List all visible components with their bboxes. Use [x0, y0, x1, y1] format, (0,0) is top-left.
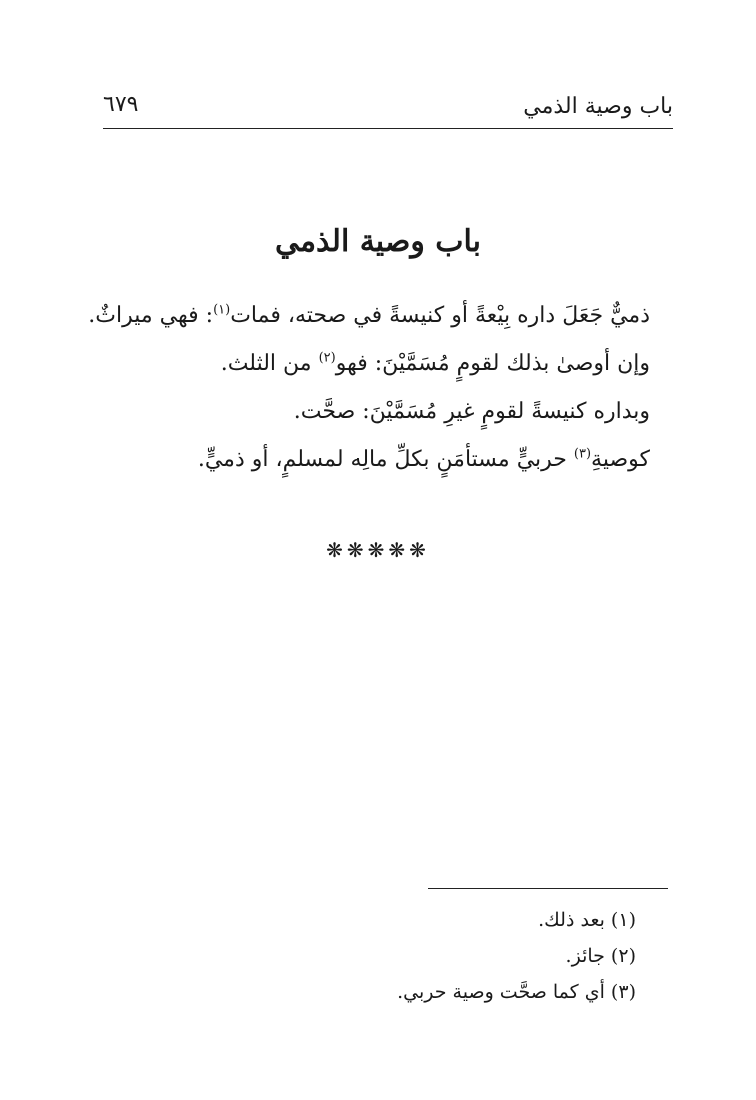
text-line-1-part-b: : فهي ميراثٌ. [88, 303, 214, 328]
footnote-ref-1: (١) [213, 302, 231, 318]
text-line-3 [150, 388, 650, 436]
text-line-4-part-b: حربيٍّ مستأمَنٍ بكلِّ مالِه لمسلمٍ، أو ذميٍّ. [197, 447, 574, 472]
chapter-title: باب وصية الذمي [274, 224, 481, 259]
text-line-1-part-a: ذميٌّ جَعَلَ داره بِيْعةً أو كنيسةً في صحته، فمات [230, 303, 650, 328]
text-line-4 [150, 436, 650, 484]
running-header [103, 92, 673, 129]
footnote-divider [428, 888, 668, 889]
footnotes [236, 902, 636, 1010]
text-line-2-part-a: وإن أوصىٰ بذلك لقومٍ مُسَمَّيْنَ: فهو [335, 351, 650, 376]
text-line-2 [150, 340, 650, 388]
running-title: باب وصية الذمي [523, 94, 673, 119]
page-number: ٦٧٩ [103, 92, 139, 117]
text-line-4-part-a: كوصيةِ [591, 447, 650, 472]
section-separator: ❋❋❋❋❋ [326, 538, 430, 562]
text-line-2-part-b: من الثلث. [220, 351, 319, 376]
footnote-ref-2: (٢) [318, 350, 336, 366]
footnote-ref-3: (٣) [573, 446, 592, 462]
text-line-3-part-a: وبداره كنيسةً لقومٍ غيرِ مُسَمَّيْنَ: صحَّت. [293, 399, 650, 424]
text-line-1 [88, 292, 650, 340]
footnote-1: (١) بعد ذلك. [538, 909, 636, 931]
footnote-3: (٣) أي كما صحَّت وصية حربي. [397, 981, 636, 1003]
footnote-2: (٢) جائز. [565, 945, 636, 967]
body-text [88, 292, 650, 484]
